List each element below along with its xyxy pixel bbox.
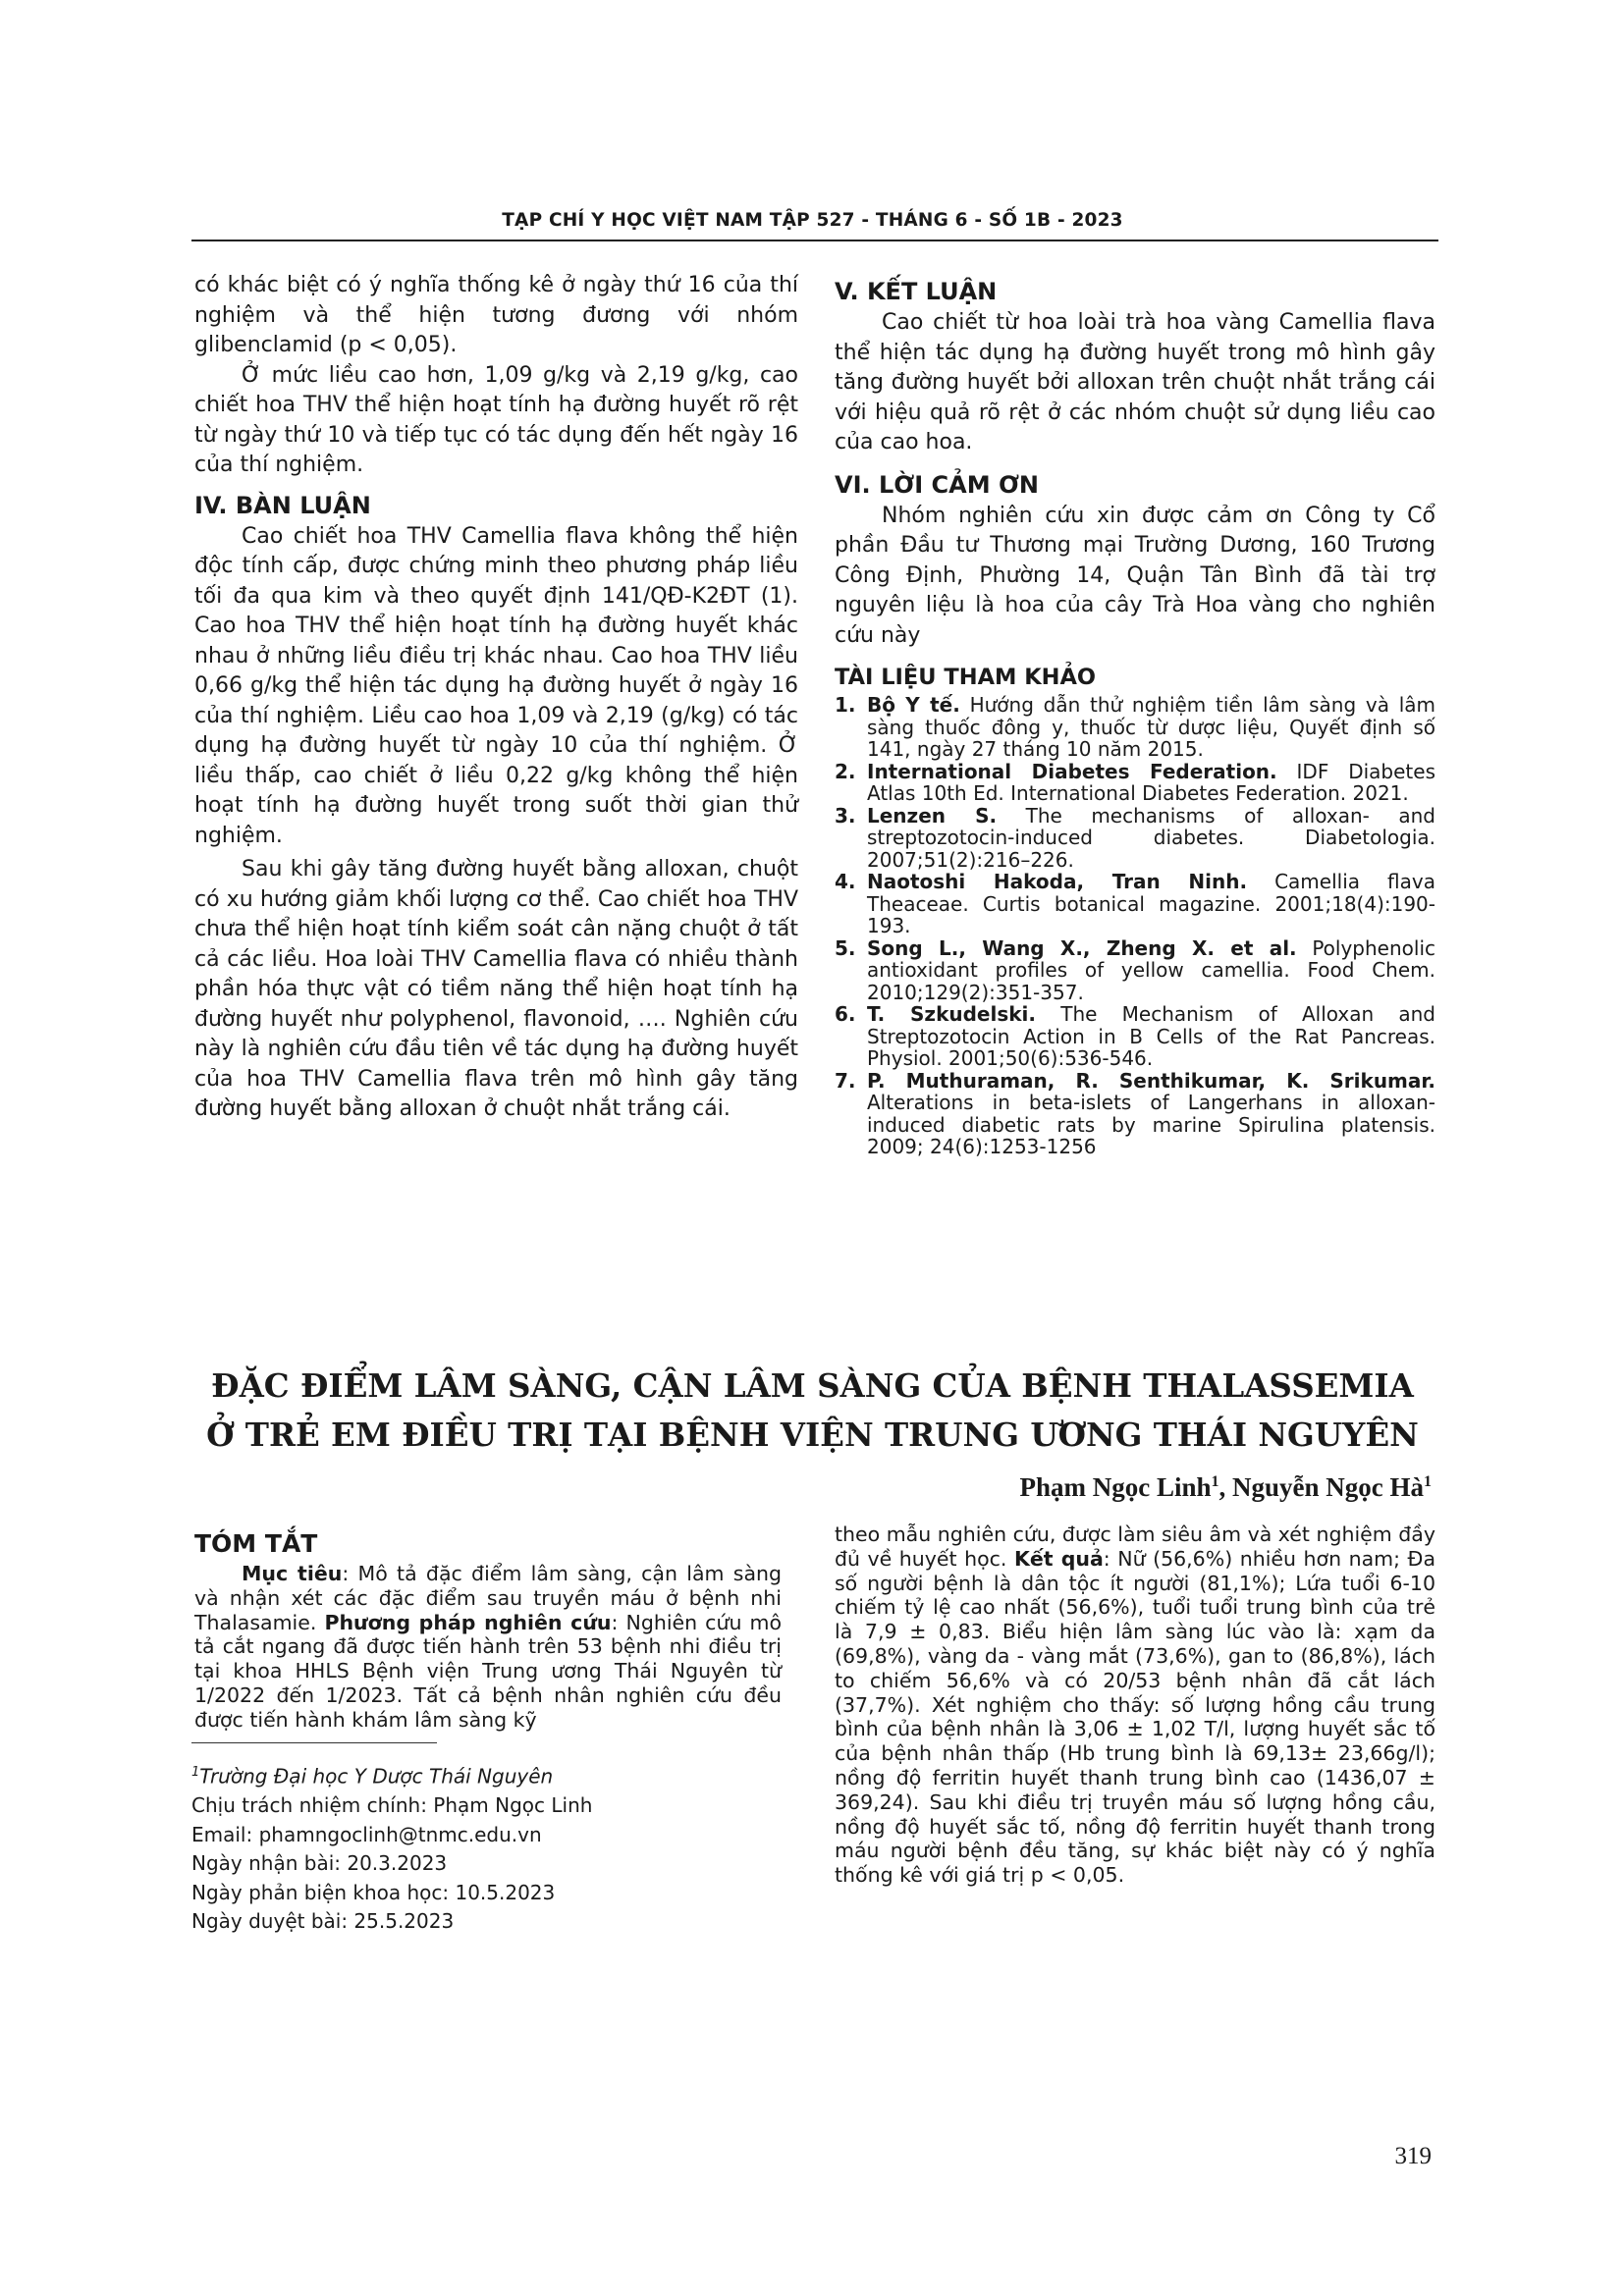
- footnote-block: [191, 1758, 820, 1937]
- paragraph: Sau khi gây tăng đường huyết bằng alloxan, chuột có xu hướng giảm khối lượng cơ thể. Cao chiết hoa THV chưa thể hiện hoạt tính kiểm soát cân nặng chuột ở tất cả các liều. Hoa loài THV Camellia flava có nhiều thành phần hóa thực vật có tiềm năng thể hiện hoạt tính hạ đường huyết như polyphenol, flavonoid, …. Nghiên cứu này là nghiên cứu đầu tiên về tác dụng hạ đường huyết của hoa THV Camellia flava trên mô hình gây tăng đường huyết bằng alloxan ở chuột nhắt trắng cái.: [194, 857, 798, 1121]
- paragraph: Ở mức liều cao hơn, 1,09 g/kg và 2,19 g/kg, cao chiết hoa THV thể hiện hoạt tính hạ đường huyết rõ rệt từ ngày thứ 10 và tiếp tục có tác dụng đến hết ngày 16 của thí nghiệm.: [194, 362, 798, 477]
- abstract-left-column: [194, 1526, 782, 1733]
- abstract-paragraph: Mục tiêu: Mô tả đặc điểm lâm sàng, cận lâm sàng và nhận xét các đặc điểm sau truyền máu ở bệnh nhi Thalasamie. Phương pháp nghiên cứu: Nghiên cứu mô tả cắt ngang đã được tiến hành trên 53 bệnh nhi điều trị tại khoa HHLS Bệnh viện Trung ương Thái Nguyên từ 1/2022 đến 1/2023. Tất cả bệnh nhân nghiên cứu đều được tiến hành khám lâm sàng kỹ: [194, 1562, 783, 1732]
- reference-item: 1. Bộ Y tế. Hướng dẫn thử nghiệm tiền lâm sàng và lâm sàng thuốc đông y, thuốc từ dược liệu, Quyết định số 141, ngày 27 tháng 10 năm 2015.: [835, 693, 1436, 761]
- abstract-paragraph: theo mẫu nghiên cứu, được làm siêu âm và xét nghiệm đầy đủ về huyết học. Kết quả: Nữ (56,6%) nhiều hơn nam; Đa số người bệnh là dân tộc ít người (81,1%); Lứa tuổi 6-10 chiếm tỷ lệ cao nhất (56,6%), tuổi tuổi trung bình của trẻ là 7,9 ± 0,83. Biểu hiện lâm sàng lúc vào là: xạm da (69,8%), vàng da - vàng mắt (73,6%), gan to (86,8%), lách to chiếm 56,6% và có 20/53 bệnh nhân đã cắt lách (37,7%). Xét nghiệm cho thấy: số lượng hồng cầu trung bình của bệnh nhân là 3,06 ± 1,02 T/l, lượng huyết sắc tố của bệnh nhân thấp (Hb trung bình là 69,13± 23,66g/l); nồng độ ferritin huyết thanh trung bình cao (1436,07 ± 369,24). Sau khi điều trị truyền máu số lượng hồng cầu, nồng độ huyết sắc tố, nồng độ ferritin huyết thanh trong máu người bệnh đều tăng, sự khác biệt này có ý nghĩa thống kê với giá trị p < 0,05.: [835, 1522, 1436, 1888]
- reference-item: 5. Song L., Wang X., Zheng X. et al. Polyphenolic antioxidant profiles of yellow camellia. Food Chem. 2010;129(2):351-357.: [835, 935, 1435, 1004]
- right-column: [835, 275, 1435, 1158]
- author-list: Phạm Ngọc Linh$^1$, Nguyễn Ngọc $Hà^1$: [1019, 1472, 1432, 1502]
- reference-item: 7. P. Muthuraman, R. Senthikumar, K. Srikumar. Alterations in beta-islets of Langerhans in alloxan-induced diabetic rats by marine Spirulina platensis. 2009; 24(6):1253-1256: [835, 1068, 1435, 1158]
- responsible-author: Chịu trách nhiệm chính: Phạm Ngọc Linh: [191, 1793, 593, 1818]
- received-date: Ngày nhận bài: 20.3.2023: [191, 1851, 448, 1876]
- reference-item: 4. Naotoshi Hakoda, Tran Ninh. Camellia flava Theaceae. Curtis botanical magazine. 2001;18(4):190-193.: [835, 870, 1435, 937]
- accepted-date: Ngày duyệt bài: 25.5.2023: [191, 1909, 455, 1934]
- paragraph: Cao chiết hoa THV Camellia flava không thể hiện độc tính cấp, được chứng minh theo phương pháp liều tối đa qua kim và theo quyết định 141/QĐ-K2ĐT (1). Cao hoa THV thể hiện hoạt tính hạ đường huyết khác nhau ở những liều điều trị khác nhau. Cao hoa THV liều 0,66 g/kg thể hiện tác dụng hạ đường huyết ở ngày 16 của thí nghiệm. Liều cao hoa 1,09 và 2,19 (g/kg) có tác dụng hạ đường huyết từ ngày 10 của thí nghiệm. Ở liều thấp, cao chiết ở liều 0,22 g/kg không thể hiện hoạt tính hạ đường huyết trong suốt thời gian thử nghiệm.: [194, 523, 798, 848]
- email: Email: phamngoclinh@tnmc.edu.vn: [191, 1822, 542, 1846]
- reference-item: 6. T. Szkudelski. The Mechanism of Alloxan and Streptozotocin Action in B Cells of the Rat Pancreas. Physiol. 2001;50(6):536-546.: [835, 1002, 1435, 1070]
- author-name: Nguyễn Ngọc Hà: [1232, 1472, 1424, 1502]
- review-date: Ngày phản biện khoa học: 10.5.2023: [191, 1880, 556, 1904]
- footnote-rule: [191, 1742, 437, 1743]
- paragraph: Nhóm nghiên cứu xin được cảm ơn Công ty Cổ phần Đầu tư Thương mại Trường Dương, 160 Trương Công Định, Phường 14, Quận Tân Bình đã tài trợ nguyên liệu là hoa của cây Trà Hoa vàng cho nghiên cứu này: [835, 503, 1435, 648]
- section-heading-conclusion: V. KẾT LUẬN: [835, 278, 998, 305]
- affiliation: $^1$Trường Đại học Y Dược Thái Nguyên: [191, 1764, 554, 1789]
- reference-item: 2. International Diabetes Federation. IDF Diabetes Atlas 10th Ed. International Diabetes Federation. 2021.: [835, 759, 1435, 805]
- running-header: TẠP CHÍ Y HỌC VIỆT NAM TẬP 527 - THÁNG 6 - SỐ 1B - 2023: [502, 210, 1123, 231]
- abstract-heading: TÓM TẮT: [194, 1529, 318, 1558]
- abstract-right-column: [835, 1522, 1435, 1888]
- section-heading-discussion: IV. BÀN LUẬN: [194, 491, 371, 519]
- page-number: 319: [1394, 2143, 1432, 2169]
- references-heading: TÀI LIỆU THAM KHẢO: [835, 665, 1097, 690]
- paragraph: Cao chiết từ hoa loài trà hoa vàng Camellia flava thể hiện tác dụng hạ đường huyết trong mô hình gây tăng đường huyết bởi alloxan trên chuột nhắt trắng cái với hiệu quả rõ rệt ở các nhóm chuột sử dụng liều cao của cao hoa.: [835, 310, 1435, 454]
- section-heading-acknowledgement: VI. LỜI CẢM ƠN: [835, 470, 1039, 499]
- reference-item: 3. Lenzen S. The mechanisms of alloxan- and streptozotocin-induced diabetes. Diabetologia. 2007;51(2):216–226.: [835, 803, 1435, 872]
- left-column: [194, 271, 798, 1125]
- article-title-line-2: Ở TRẺ EM ĐIỀU TRỊ TẠI BỆNH VIỆN TRUNG ƯƠNG THÁI NGUYÊN: [206, 1415, 1419, 1454]
- reference-list: [835, 694, 1435, 1158]
- article-title-line-1: ĐẶC ĐIỂM LÂM SÀNG, CẬN LÂM SÀNG CỦA BỆNH THALASSEMIA: [211, 1366, 1414, 1405]
- paragraph: có khác biệt có ý nghĩa thống kê ở ngày thứ 16 của thí nghiệm và thể hiện tương đương với nhóm glibenclamid (p < 0,05).: [194, 273, 798, 357]
- author-name: Phạm Ngọc Linh: [1019, 1472, 1212, 1502]
- header-rule: [191, 240, 1438, 241]
